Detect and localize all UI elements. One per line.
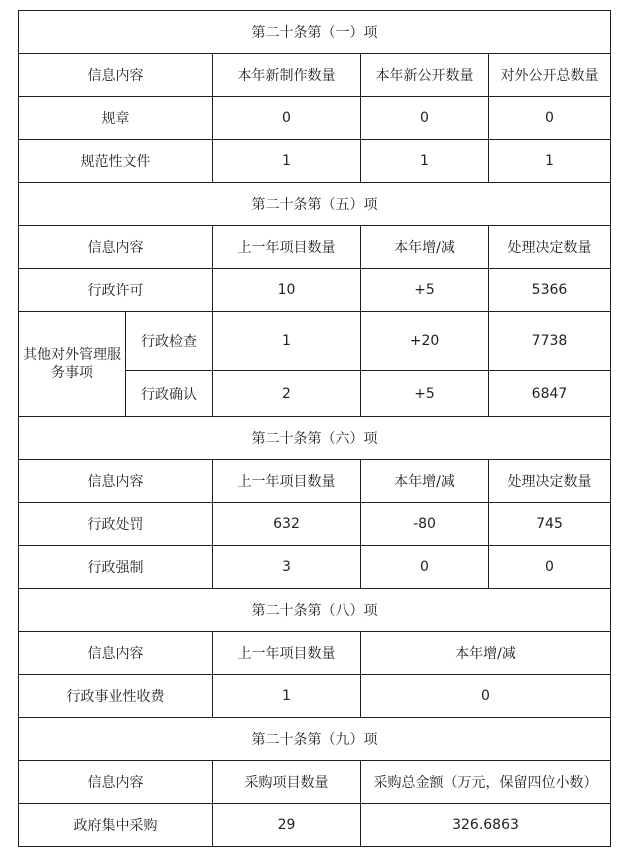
section-title-6: 第二十条第（六）项 bbox=[19, 417, 611, 460]
cell-value: 1 bbox=[213, 675, 361, 718]
row-label-normative-docs: 规范性文件 bbox=[19, 140, 213, 183]
cell-value: -80 bbox=[361, 503, 489, 546]
header-procurement-count: 采购项目数量 bbox=[213, 761, 361, 804]
cell-value: 0 bbox=[213, 97, 361, 140]
group-label-other-services: 其他对外管理服务事项 bbox=[19, 312, 126, 417]
header-info-content: 信息内容 bbox=[19, 54, 213, 97]
cell-value: 326.6863 bbox=[361, 804, 611, 847]
header-decision-count: 处理决定数量 bbox=[489, 460, 611, 503]
section-title-9: 第二十条第（九）项 bbox=[19, 718, 611, 761]
row-label-admin-fees: 行政事业性收费 bbox=[19, 675, 213, 718]
row-label-admin-penalty: 行政处罚 bbox=[19, 503, 213, 546]
cell-value: +5 bbox=[361, 269, 489, 312]
row-label-admin-enforcement: 行政强制 bbox=[19, 546, 213, 589]
header-info-content: 信息内容 bbox=[19, 761, 213, 804]
cell-value: 0 bbox=[361, 675, 611, 718]
cell-value: 3 bbox=[213, 546, 361, 589]
cell-value: +5 bbox=[361, 371, 489, 417]
cell-value: 0 bbox=[361, 546, 489, 589]
cell-value: 0 bbox=[361, 97, 489, 140]
row-label-admin-confirmation: 行政确认 bbox=[126, 371, 213, 417]
header-new-created: 本年新制作数量 bbox=[213, 54, 361, 97]
cell-value: 632 bbox=[213, 503, 361, 546]
row-label-admin-inspection: 行政检查 bbox=[126, 312, 213, 371]
header-last-year-count: 上一年项目数量 bbox=[213, 460, 361, 503]
row-label-admin-license: 行政许可 bbox=[19, 269, 213, 312]
cell-value: +20 bbox=[361, 312, 489, 371]
cell-value: 29 bbox=[213, 804, 361, 847]
header-change: 本年增/减 bbox=[361, 632, 611, 675]
row-label-gov-procurement: 政府集中采购 bbox=[19, 804, 213, 847]
header-change: 本年增/减 bbox=[361, 226, 489, 269]
header-info-content: 信息内容 bbox=[19, 226, 213, 269]
cell-value: 5366 bbox=[489, 269, 611, 312]
header-info-content: 信息内容 bbox=[19, 632, 213, 675]
header-last-year-count: 上一年项目数量 bbox=[213, 632, 361, 675]
disclosure-table bbox=[18, 10, 611, 847]
cell-value: 6847 bbox=[489, 371, 611, 417]
header-procurement-amount: 采购总金额（万元，保留四位小数） bbox=[361, 761, 611, 804]
header-info-content: 信息内容 bbox=[19, 460, 213, 503]
header-total-published: 对外公开总数量 bbox=[489, 54, 611, 97]
cell-value: 2 bbox=[213, 371, 361, 417]
section-title-5: 第二十条第（五）项 bbox=[19, 183, 611, 226]
cell-value: 0 bbox=[489, 97, 611, 140]
cell-value: 1 bbox=[213, 140, 361, 183]
row-label-regulations: 规章 bbox=[19, 97, 213, 140]
cell-value: 0 bbox=[489, 546, 611, 589]
cell-value: 1 bbox=[361, 140, 489, 183]
section-title-8: 第二十条第（八）项 bbox=[19, 589, 611, 632]
section-title-1: 第二十条第（一）项 bbox=[19, 11, 611, 54]
cell-value: 745 bbox=[489, 503, 611, 546]
header-last-year-count: 上一年项目数量 bbox=[213, 226, 361, 269]
cell-value: 10 bbox=[213, 269, 361, 312]
cell-value: 1 bbox=[213, 312, 361, 371]
cell-value: 1 bbox=[489, 140, 611, 183]
header-decision-count: 处理决定数量 bbox=[489, 226, 611, 269]
header-new-published: 本年新公开数量 bbox=[361, 54, 489, 97]
cell-value: 7738 bbox=[489, 312, 611, 371]
header-change: 本年增/减 bbox=[361, 460, 489, 503]
